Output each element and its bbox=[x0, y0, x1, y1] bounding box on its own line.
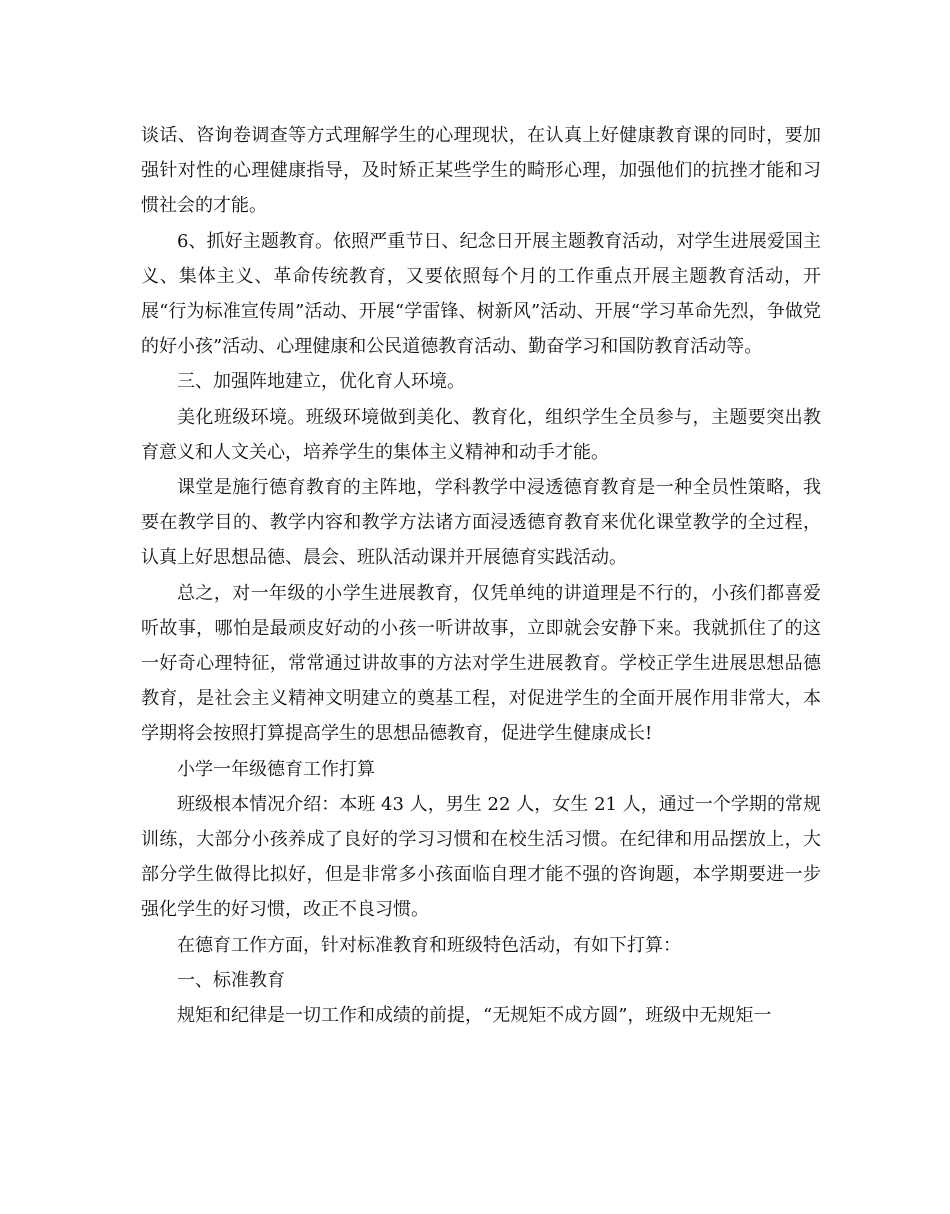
paragraph-class-situation: 班级根本情况介绍：本班 43 人，男生 22 人，女生 21 人，通过一个学期的常规训练，大部分小孩养成了良好的学习习惯和在校生活习惯。在纪律和用品摆放上，大部分学生做得比拟好，但是非常多小孩面临自理才能不强的咨询题，本学期要进一步强化学生的好习惯，改正不良习惯。 bbox=[141, 793, 821, 921]
paragraph-class-environment: 美化班级环境。班级环境做到美化、教育化，组织学生全员参与，主题要突出教育意义和人文关心，培养学生的集体主义精神和动手才能。 bbox=[141, 406, 821, 463]
paragraph-moral-work-intro: 在德育工作方面，针对标准教育和班级特色活动，有如下打算： bbox=[177, 934, 681, 956]
document-title: 小学一年级德育工作打算 bbox=[177, 758, 375, 780]
document-body bbox=[141, 118, 821, 1033]
paragraph-summary: 总之，对一年级的小学生进展教育，仅凭单纯的讲道理是不行的，小孩们都喜爱听故事，哪怕是最顽皮好动的小孩一听讲故事，立即就会安静下来。我就抓住了的这一好奇心理特征，常常通过讲故事的方法对学生进展教育。学校正学生进展思想品德教育，是社会主义精神文明建立的奠基工程，对促进学生的全面开展作用非常大，本学期将会按照打算提高学生的思想品德教育，促进学生健康成长! bbox=[141, 582, 821, 745]
paragraph-classroom: 课堂是施行德育教育的主阵地，学科教学中浸透德育教育是一种全员性策略，我要在教学目的、教学内容和教学方法诸方面浸透德育教育来优化课堂教学的全过程，认真上好思想品德、晨会、班队活动课并开展德育实践活动。 bbox=[141, 477, 821, 569]
paragraph-continuation: 谈话、咨询卷调查等方式理解学生的心理现状，在认真上好健康教育课的同时，要加强针对性的心理健康指导，及时矫正某些学生的畸形心理，加强他们的抗挫才能和习惯社会的才能。 bbox=[141, 125, 821, 217]
paragraph-theme-education: 6、抓好主题教育。依照严重节日、纪念日开展主题教育活动，对学生进展爱国主义、集体主义、革命传统教育，又要依照每个月的工作重点开展主题教育活动，开展“行为标准宣传周”活动、开展“学雷锋、树新风”活动、开展“学习革命先烈，争做党的好小孩”活动、心理健康和公民道德教育活动、勤奋学习和国防教育活动等。 bbox=[141, 230, 821, 358]
section-heading-environment: 三、加强阵地建立，优化育人环境。 bbox=[177, 371, 465, 393]
section-heading-standard-education: 一、标准教育 bbox=[177, 969, 285, 991]
paragraph-rules: 规矩和纪律是一切工作和成绩的前提，“无规矩不成方圆”，班级中无规矩一 bbox=[177, 1005, 772, 1027]
